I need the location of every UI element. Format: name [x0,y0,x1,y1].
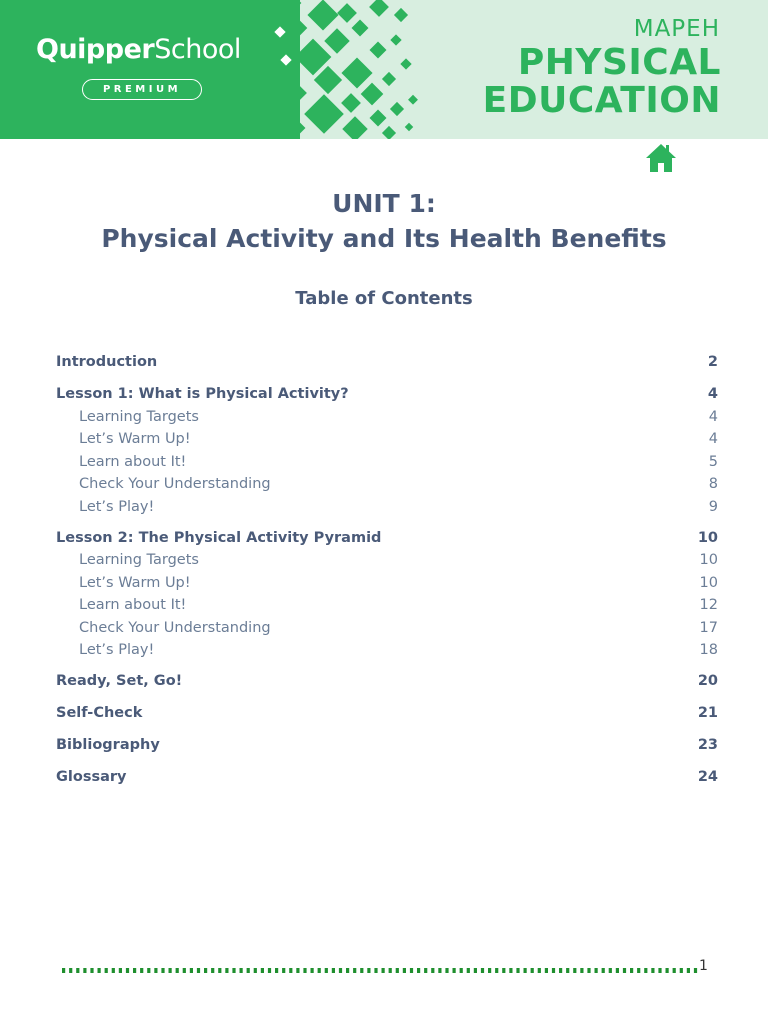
dotted-footer-line [62,966,698,976]
brand-name-bold: Quipper [36,34,155,65]
toc-entry-label: Glossary [56,769,127,785]
toc-entry[interactable] [56,703,718,725]
toc-entry-page: 12 [699,597,718,613]
toc-entry-page: 21 [697,705,718,721]
toc-entry[interactable] [56,474,718,496]
toc-entry[interactable] [56,573,718,595]
toc-entry-page: 10 [699,552,718,568]
toc-entry-label: Let’s Play! [79,498,155,515]
toc-entry-label: Check Your Understanding [79,476,271,492]
toc-entry[interactable] [56,550,718,572]
toc-entry-page: 4 [708,431,718,447]
premium-badge: PREMIUM [82,79,202,100]
toc-entry[interactable] [56,767,718,789]
toc-entry[interactable] [56,528,718,550]
toc-entry[interactable] [56,735,718,757]
toc-entry-page: 4 [708,408,718,425]
toc-entry-page: 2 [707,354,718,370]
toc-entry-label: Bibliography [56,737,160,753]
subject-title [401,44,721,120]
toc-entry-page: 5 [708,453,718,470]
subject-title-line1: PHYSICAL [517,42,721,83]
toc-entry-page: 17 [699,619,718,636]
page-number: 1 [699,958,708,974]
toc-entry[interactable] [56,618,718,640]
toc-entry-page: 9 [708,498,718,515]
toc-entry[interactable] [56,671,718,693]
toc-entry-page: 10 [699,574,718,591]
toc-entry-label: Learn about It! [79,597,187,613]
brand-name-regular: School [154,34,241,65]
toc-entry-page: 8 [708,476,718,492]
unit-number: UNIT 1: [332,189,436,218]
subject-title-line2: EDUCATION [482,80,721,121]
toc-entry-label: Lesson 2: The Physical Activity Pyramid [56,529,382,546]
toc-entry-label: Self-Check [56,705,143,721]
diamond-pattern-decoration [0,0,440,139]
toc-entry-label: Let’s Warm Up! [79,431,191,447]
toc-entry-label: Introduction [56,354,158,370]
unit-name: Physical Activity and Its Health Benefits [101,224,667,253]
unit-title [0,186,768,256]
toc-heading: Table of Contents [295,288,473,309]
toc-entry-label: Ready, Set, Go! [56,673,183,689]
toc-entry[interactable] [56,452,718,474]
toc-entry[interactable] [56,407,718,429]
toc-entry-page: 4 [707,386,718,402]
home-icon[interactable] [644,142,678,174]
toc-entry[interactable] [56,352,718,374]
toc-entry-label: Learning Targets [79,408,199,425]
toc-entry-label: Lesson 1: What is Physical Activity? [56,386,349,402]
toc-entry[interactable] [56,384,718,406]
toc-entry-page: 24 [697,769,718,785]
toc-entry-label: Let’s Play! [79,642,155,658]
toc-entry[interactable] [56,595,718,617]
toc-entry-label: Check Your Understanding [79,619,271,636]
toc-entry-page: 20 [697,673,718,689]
subject-category: MAPEH [633,16,720,42]
toc-entry-page: 18 [699,642,718,658]
toc-entry[interactable] [56,497,718,519]
toc-entry-page: 23 [697,737,718,753]
toc-entry-label: Learn about It! [79,453,187,470]
toc-entry[interactable] [56,640,718,662]
toc-entry[interactable] [56,429,718,451]
toc-entry-label: Let’s Warm Up! [79,574,191,591]
toc-entry-label: Learning Targets [79,552,199,568]
header-banner [0,0,768,139]
quipper-school-logo [36,34,241,65]
toc-entry-page: 10 [697,529,718,546]
